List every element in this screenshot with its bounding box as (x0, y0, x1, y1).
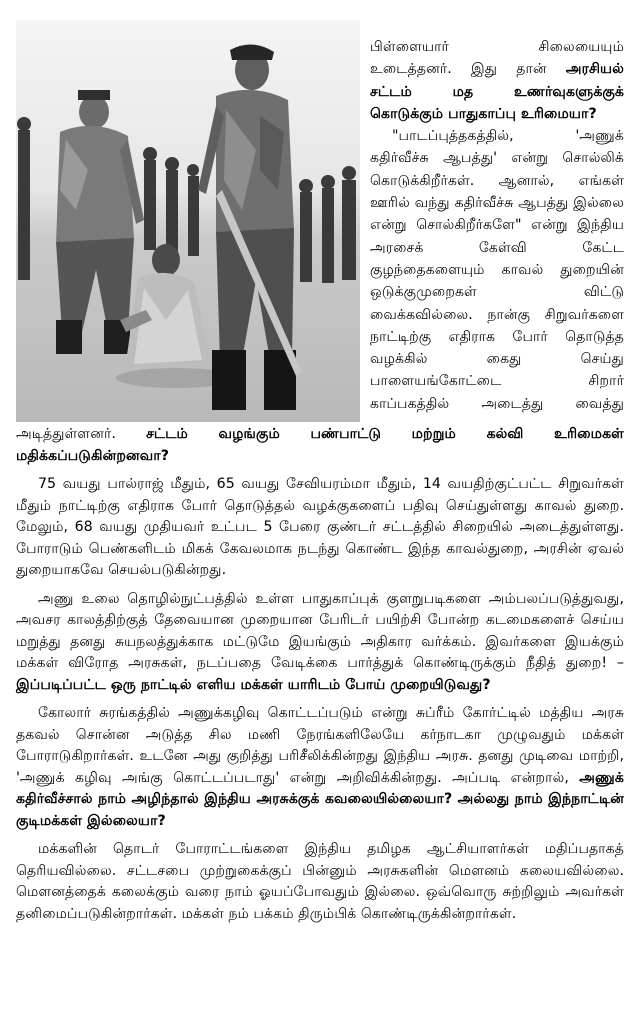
side-text-column (370, 36, 624, 415)
side-p1-bold-question: அரசியல் சட்டம் மத உணர்வுகளுக்குக் கொடுக்கும் பாதுகாப்பு உரிமையா? (370, 61, 624, 122)
main-paragraph-5 (16, 703, 624, 832)
photo-scene (16, 20, 360, 422)
main-p2-cont-text: அடித்துள்ளனர். (16, 426, 147, 442)
main-p4-bold-question: இப்படிப்பட்ட ஒரு நாட்டில் எளிய மக்கள் யாரிடம் போய் முறையிடுவது? (16, 676, 491, 693)
main-paragraph-continuation (16, 424, 624, 467)
main-p5-bold-question: அணுக் கதிர்வீச்சால் நாம் அழிந்தால் இந்திய அரசுக்குக் கவலையில்லையா? அல்லது நாம் இந்நாட்டின் குடிமக்கள் இல்லையா? (16, 769, 624, 829)
side-paragraph-1 (370, 36, 624, 125)
main-p5-text: கோலார் சுரங்கத்தில் அணுக்கழிவு கொட்டப்படும் என்று சுப்ரீம் கோர்ட்டில் மத்திய அரசு தகவல் சொன்ன அடுத்த சில மணி நேரங்களிலேயே கர்நாடகா முழுவதும் மக்கள் போராடுகிறார்கள். உடனே அது குறித்து பரிசீலிக்கின்றது இந்திய அரசு. தனது முடிவை மாற்றி, 'அணுக் கழிவு அங்கு கொட்டப்படாது' என்று அறிவிக்கின்றது. அப்படி என்றால், (16, 705, 624, 786)
main-p2-cont-bold-question: சட்டம் வழங்கும் பண்பாட்டு மற்றும் கல்வி உரிமைகள் மதிக்கப்படுகின்றனவா? (16, 426, 624, 464)
main-paragraph-4 (16, 589, 624, 697)
main-paragraph-6: மக்களின் தொடர் போராட்டங்களை இந்திய தமிழக ஆட்சியாளர்கள் மதிப்பதாகத் தெரியவில்லை. சட்டசபை முற்றுகைக்குப் பின்னும் அரசுகளின் மௌனம் கலையவில்லை. மௌனத்தைக் கலைக்கும் வரை நாம் ஓயப்போவதும் இல்லை. ஒவ்வொரு சுற்றிலும் அவர்கள் தனிமைப்படுகின்றார்கள். மக்கள் நம் பக்கம் திரும்பிக் கொண்டிருக்கின்றார்கள். (16, 841, 624, 922)
main-text-column (16, 424, 624, 925)
side-p1-text: பிள்ளையார் சிலையையும் உடைத்தனர். இது தான் (370, 39, 624, 78)
main-p4-text: அணு உலை தொழில்நுட்பத்தில் உள்ள பாதுகாப்புக் குளறுபடிகளை அம்பலப்படுத்துவது, அவசர காலத்திற்குத் தேவையான முறையான பேரிடர் பயிற்சி போன்ற கடமைகளைச் செய்ய மறுத்து தனது சுயநலத்துக்காக மட்டுமே இயங்கும் அதிகார வர்க்கம். இவர்களை இயக்கும் மக்கள் விரோத அரசுகள், நடப்பதை வேடிக்கை பார்த்துக் கொண்டிருக்கும் நீதித் துறை! – (16, 590, 624, 671)
main-paragraph-3: 75 வயது பால்ராஜ் மீதும், 65 வயது சேவியரம்மா மீதும், 14 வயதிற்குட்பட்ட சிறுவர்கள் மீதும் நாட்டிற்கு எதிராக போர் தொடுத்தல் வழக்குகளைப் பதிவு செய்துள்ளது காவல் துறை. மேலும், 68 வயது முதியவர் உட்பட 5 பேரை குண்டர் சட்டத்தில் சிறையில் அடைத்துள்ளது. போராடும் பெண்களிடம் மிகக் கேவலமாக நடந்து கொண்ட இந்த காவல்துறை, அரசின் ஏவல் துறையாகவே செயல்படுகின்றது. (16, 476, 624, 578)
side-paragraph-2: "பாடப்புத்தகத்தில், 'அணுக் கதிர்வீச்சு ஆபத்து' என்று சொல்லிக் கொடுக்கிறீர்கள். ஆனால், எங்கள் ஊரில் வந்து கதிர்வீச்சு ஆபத்து இல்லை என்று சொல்கிறீர்களே" என்று இந்திய அரசைக் கேள்வி கேட்ட குழந்தைகளையும் காவல் துறையின் ஒடுக்குமுறைகள் விட்டு வைக்கவில்லை. நான்கு சிறுவர்களை நாட்டிற்கு எதிராக போர் தொடுத்த வழக்கில் கைது செய்து பாளையங்கோட்டை சிறார் காப்பகத்தில் அடைத்து வைத்து (370, 128, 624, 412)
news-photo (16, 20, 360, 422)
